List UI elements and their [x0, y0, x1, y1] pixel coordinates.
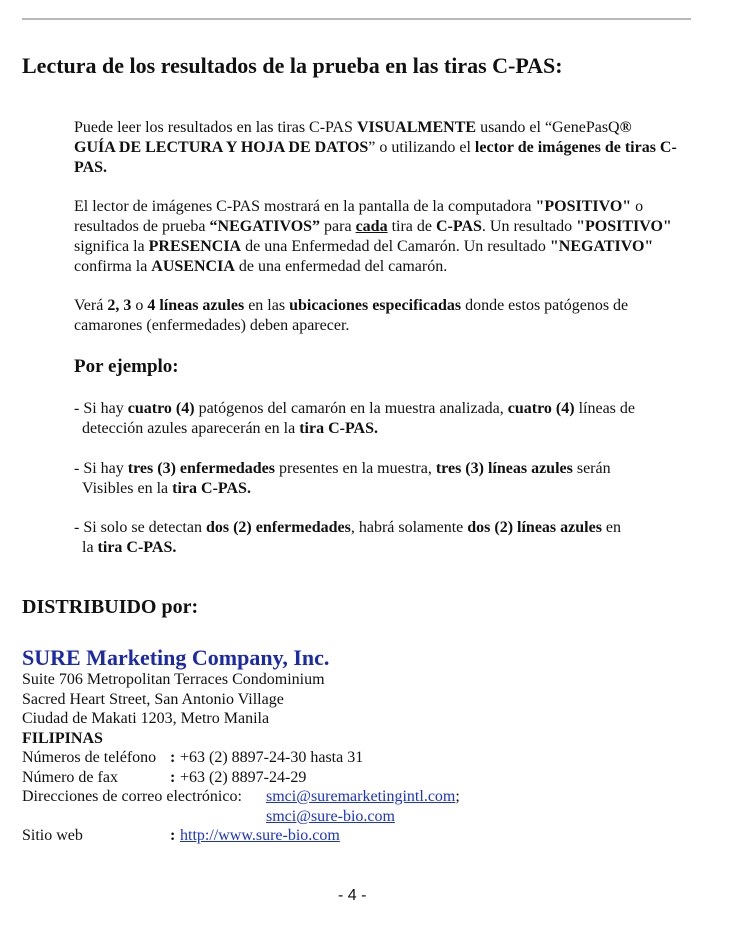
paragraph-reading-methods [74, 118, 694, 178]
fax-label: Número de fax [22, 768, 118, 786]
email-link-2[interactable]: smci@sure-bio.com [266, 807, 395, 825]
p1-text-a: Puede leer los resultados en las tiras C-PAS [74, 119, 357, 136]
p2-text-m: de una Enfermedad del Camarón. Un resultado [241, 238, 550, 255]
p2-text-o: confirma la [74, 258, 152, 275]
b2-text-f: Visibles en la [82, 480, 173, 497]
contact-block [22, 670, 682, 846]
company-name: SURE Marketing Company, Inc. [22, 645, 330, 670]
b3-text-a: - Si solo se detectan [74, 519, 206, 536]
b2-tres-enfermedades: tres (3) enfermedades [127, 460, 275, 477]
email-label: Direcciones de correo electrónico: [22, 788, 242, 805]
fax-row [22, 768, 682, 788]
example-four-pathogens [74, 399, 694, 439]
phone-value: +63 (2) 8897-24-30 hasta 31 [180, 749, 364, 766]
b3-text-f: la [82, 539, 98, 556]
b1-text-a: - Si hay [74, 400, 128, 417]
p2-positivo: "POSITIVO" [535, 198, 632, 215]
p3-text-a: Verá [74, 297, 108, 314]
p2-text-i: . Un resultado [481, 218, 577, 235]
b1-text-f: detección azules aparecerán en la [82, 420, 300, 437]
p2-text-c: o resultados de prueba [74, 198, 644, 235]
email-row-2 [22, 807, 682, 827]
address-line-2 [22, 690, 682, 710]
email-separator: ; [455, 788, 460, 805]
paragraph-blue-lines [74, 296, 694, 336]
p3-locations: ubicaciones especificadas [289, 297, 462, 314]
address-2-text: Sacred Heart Street, San Antonio Village [22, 690, 284, 708]
p1-reader-name: lector de imágenes de tiras C-PAS. [74, 139, 677, 176]
b3-dos-lineas: dos (2) líneas azules [467, 519, 602, 536]
p2-text-e: para [320, 218, 356, 235]
phone-colon: : [170, 749, 176, 766]
country-text: FILIPINAS [22, 729, 103, 747]
b2-strip: tira C-PAS. [172, 480, 251, 497]
example-two-diseases [74, 518, 694, 558]
website-row [22, 826, 682, 846]
phone-label: Números de teléfono [22, 749, 157, 766]
website-link[interactable]: http://www.sure-bio.com [180, 827, 340, 844]
b3-strip: tira C-PAS. [97, 539, 177, 556]
p2-cada: cada [355, 218, 388, 235]
p3-text-e: en las [244, 297, 290, 314]
examples-heading: Por ejemplo: [74, 356, 179, 377]
email-link-1[interactable]: smci@suremarketingintl.com [266, 788, 456, 805]
paragraph-image-reader [74, 197, 694, 277]
registered-mark: ® [619, 119, 632, 136]
b1-cuatro-2: cuatro (4) [507, 400, 575, 417]
p3-text-c: o [131, 297, 148, 314]
p1-guide-title: GUÍA DE LECTURA Y HOJA DE DATOS [74, 139, 369, 156]
p2-cpas: C-PAS [435, 218, 482, 235]
b2-text-a: - Si hay [74, 460, 128, 477]
p1-text-e: ” o utilizando el [368, 139, 475, 156]
p1-text-c: usando el “GenePasQ [476, 119, 620, 136]
p3-numbers: 2, 3 [107, 297, 132, 314]
website-label: Sitio web [22, 827, 83, 844]
p2-ausencia: AUSENCIA [151, 258, 235, 275]
address-1-text: Suite 706 Metropolitan Terraces Condominium [22, 671, 325, 688]
p3-blue-lines: 4 líneas azules [147, 297, 245, 314]
b2-continuation [74, 479, 694, 499]
country [22, 729, 682, 749]
email-row [22, 787, 682, 807]
p2-presencia: PRESENCIA [148, 238, 242, 255]
fax-value: +63 (2) 8897-24-29 [180, 768, 307, 786]
b1-text-c: patógenos del camarón en la muestra analizada, [194, 400, 508, 417]
p2-negativo: "NEGATIVO" [549, 238, 654, 255]
website-colon: : [170, 827, 176, 844]
p1-visualmente: VISUALMENTE [356, 119, 477, 136]
p2-text-q: de una enfermedad del camarón. [234, 258, 448, 275]
b3-dos-enfermedades: dos (2) enfermedades [205, 519, 351, 536]
address-line-3 [22, 709, 682, 729]
b3-continuation [74, 538, 694, 558]
address-3-text: Ciudad de Makati 1203, Metro Manila [22, 710, 270, 727]
b1-continuation [74, 419, 694, 439]
b2-text-e: serán [572, 460, 611, 477]
distributor-heading: DISTRIBUIDO por: [22, 596, 199, 618]
b2-text-c: presentes en la muestra, [275, 460, 436, 477]
top-divider [22, 18, 691, 20]
p2-negativos: “NEGATIVOS” [209, 218, 321, 235]
phone-row [22, 748, 682, 768]
b1-cuatro: cuatro (4) [127, 400, 195, 417]
b2-tres-lineas: tres (3) líneas azules [435, 460, 573, 477]
address-line-1 [22, 670, 682, 690]
p2-text-k: significa la [74, 238, 149, 255]
fax-colon: : [170, 768, 176, 786]
page-heading: Lectura de los resultados de la prueba en las tiras C-PAS: [22, 53, 563, 78]
p2-text-g: tira de [387, 218, 436, 235]
b3-text-c: , habrá solamente [350, 519, 468, 536]
b1-text-e: líneas de [574, 400, 635, 417]
p2-positivo-2: "POSITIVO" [576, 218, 672, 235]
p2-text-a: El lector de imágenes C-PAS mostrará en la pantalla de la computadora [74, 198, 536, 215]
b1-strip: tira C-PAS. [299, 420, 378, 437]
example-three-diseases [74, 459, 694, 499]
b3-text-e: en [601, 519, 622, 536]
page-number: - 4 - [338, 887, 367, 904]
p3-text-g: donde estos patógenos de camarones (enfermedades) deben aparecer. [74, 297, 629, 334]
